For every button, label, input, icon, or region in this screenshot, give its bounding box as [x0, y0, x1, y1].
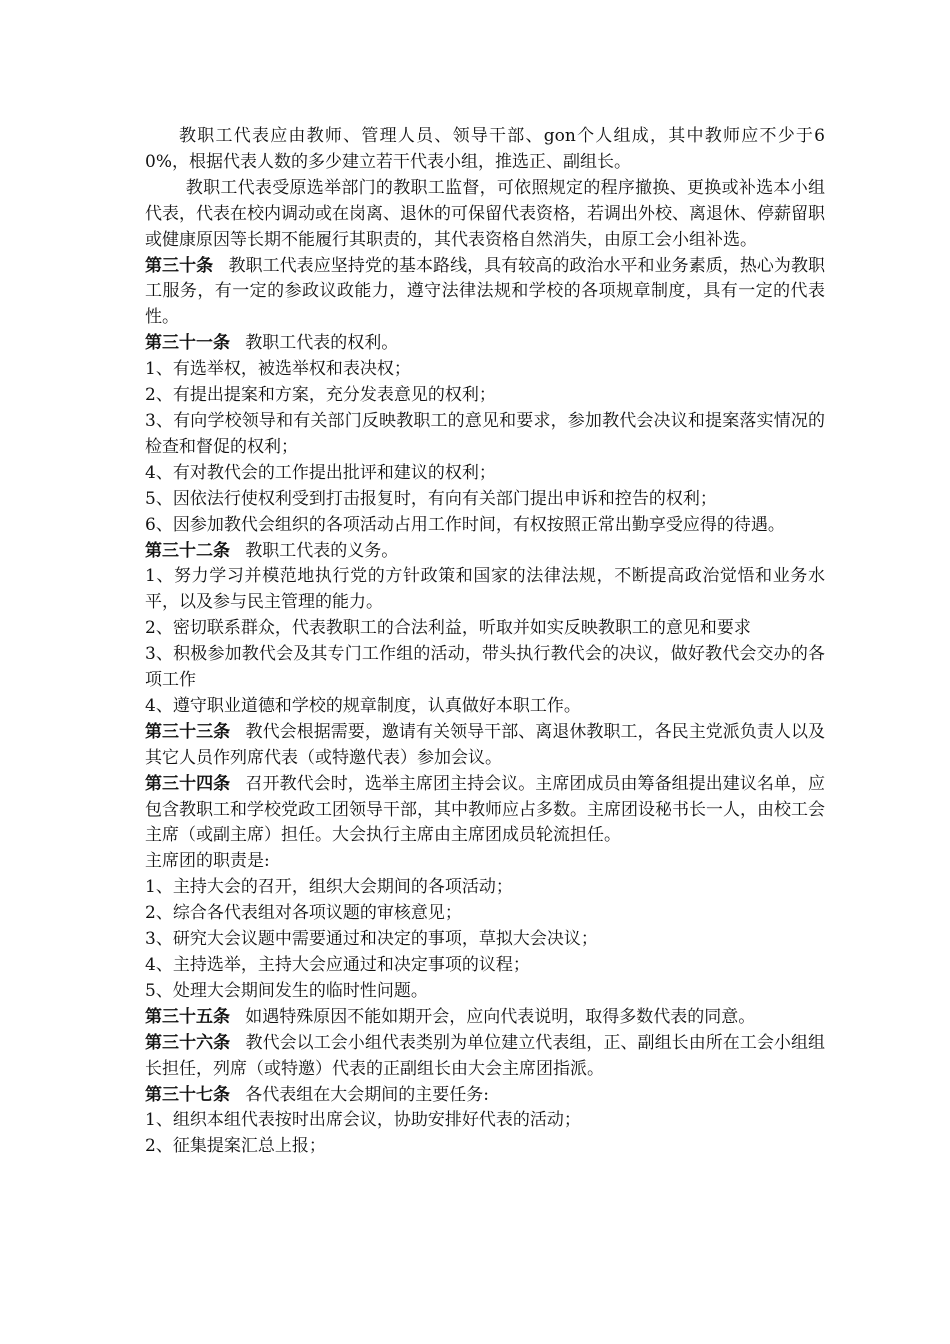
- list-item: 1、组织本组代表按时出席会议，协助安排好代表的活动；: [145, 1110, 581, 1131]
- list-item: 1、主持大会的召开，组织大会期间的各项活动；: [145, 877, 513, 898]
- article-30: [145, 254, 825, 332]
- list-item: 2、有提出提案和方案，充分发表意见的权利；: [145, 385, 496, 406]
- article-33: [145, 720, 825, 772]
- list-item: 2、综合各代表组对各项议题的审核意见；: [145, 903, 462, 924]
- article-32: [145, 539, 825, 565]
- article-text: 教职工代表的权利。: [245, 333, 399, 354]
- list-item: 2、密切联系群众，代表教职工的合法利益，听取并如实反映教职工的意见和要求: [145, 618, 751, 639]
- article-text: 如遇特殊原因不能如期开会，应向代表说明，取得多数代表的同意。: [245, 1006, 756, 1027]
- document-body: [145, 124, 825, 1160]
- article-36: [145, 1031, 825, 1083]
- list-item: 5、因依法行使权利受到打击报复时，有向有关部门提出申诉和控告的权利；: [145, 488, 717, 509]
- article-number: 第三十条: [145, 255, 214, 276]
- list-item: 1、有选举权，被选举权和表决权；: [145, 359, 411, 380]
- article-number: 第三十三条: [145, 721, 231, 742]
- article-text: 教代会以工会小组代表类别为单位建立代表组，正、副组长由所在工会小组组长担任，列席（或特邀）代表的正副组长由大会主席团指派。: [145, 1032, 826, 1079]
- list-item: 6、因参加教代会组织的各项活动占用工作时间，有权按照正常出勤享受应得的待遇。: [145, 514, 785, 535]
- list-item: 2、征集提案汇总上报；: [145, 1136, 326, 1157]
- list-item: 4、有对教代会的工作提出批评和建议的权利；: [145, 462, 496, 483]
- article-text: 各代表组在大会期间的主要任务:: [245, 1084, 490, 1105]
- article-text: 召开教代会时，选举主席团主持会议。主席团成员由筹备组提出建议名单，应包含教职工和学校党政工团领导干部，其中教师应占多数。主席团设秘书长一人，由校工会主席（或副主席）担任。大会执行主席由主席团成员轮流担任。: [145, 773, 826, 846]
- article-number: 第三十七条: [145, 1084, 230, 1105]
- article-37: [145, 1083, 825, 1109]
- article-text: 教职工代表的义务。: [245, 540, 399, 561]
- article-number: 第三十四条: [145, 773, 231, 794]
- article-35: [145, 1005, 825, 1031]
- article-number: 第三十一条: [145, 333, 230, 354]
- article-number: 第三十二条: [145, 540, 230, 561]
- list-item: 3、积极参加教代会及其专门工作组的活动，带头执行教代会的决议，做好教代会交办的各项工作: [145, 644, 825, 691]
- article-number: 第三十五条: [145, 1006, 230, 1027]
- article-31: [145, 331, 825, 357]
- list-item: 3、研究大会议题中需要通过和决定的事项，草拟大会决议；: [145, 929, 598, 950]
- article-text: 教职工代表应坚持党的基本路线，具有较高的政治水平和业务素质，热心为教职工服务，有一定的参政议政能力，遵守法律法规和学校的各项规章制度，具有一定的代表性。: [145, 255, 826, 328]
- list-item: 1、努力学习并模范地执行党的方针政策和国家的法律法规，不断提高政治觉悟和业务水平，以及参与民主管理的能力。: [145, 566, 825, 613]
- list-item: 4、主持选举，主持大会应通过和决定事项的议程；: [145, 955, 530, 975]
- article-number: 第三十六条: [145, 1032, 231, 1053]
- paragraph-representative-supervision: 教职工代表受原选举部门的教职工监督，可依照规定的程序撤换、更换或补选本小组代表，代表在校内调动或在岗离、退休的可保留代表资格，若调出外校、离退休、停薪留职或健康原因等长期不能履行其职责的，其代表资格自然消失，由原工会小组补选。: [145, 177, 825, 250]
- list-item: 4、遵守职业道德和学校的规章制度，认真做好本职工作。: [145, 695, 581, 716]
- article-text: 教代会根据需要，邀请有关领导干部、离退休教职工，各民主党派负责人以及其它人员作列席代表（或特邀代表）参加会议。: [145, 721, 826, 768]
- list-item: 3、有向学校领导和有关部门反映教职工的意见和要求，参加教代会决议和提案落实情况的检查和督促的权利；: [145, 410, 825, 457]
- article-34: [145, 772, 825, 850]
- presidium-duties-heading: 主席团的职责是:: [145, 851, 270, 872]
- paragraph-representative-composition: 教职工代表应由教师、管理人员、领导干部、gon个人组成，其中教师应不少于60%，根据代表人数的多少建立若干代表小组，推选正、副组长。: [145, 126, 825, 172]
- list-item: 5、处理大会期间发生的临时性问题。: [145, 980, 428, 1001]
